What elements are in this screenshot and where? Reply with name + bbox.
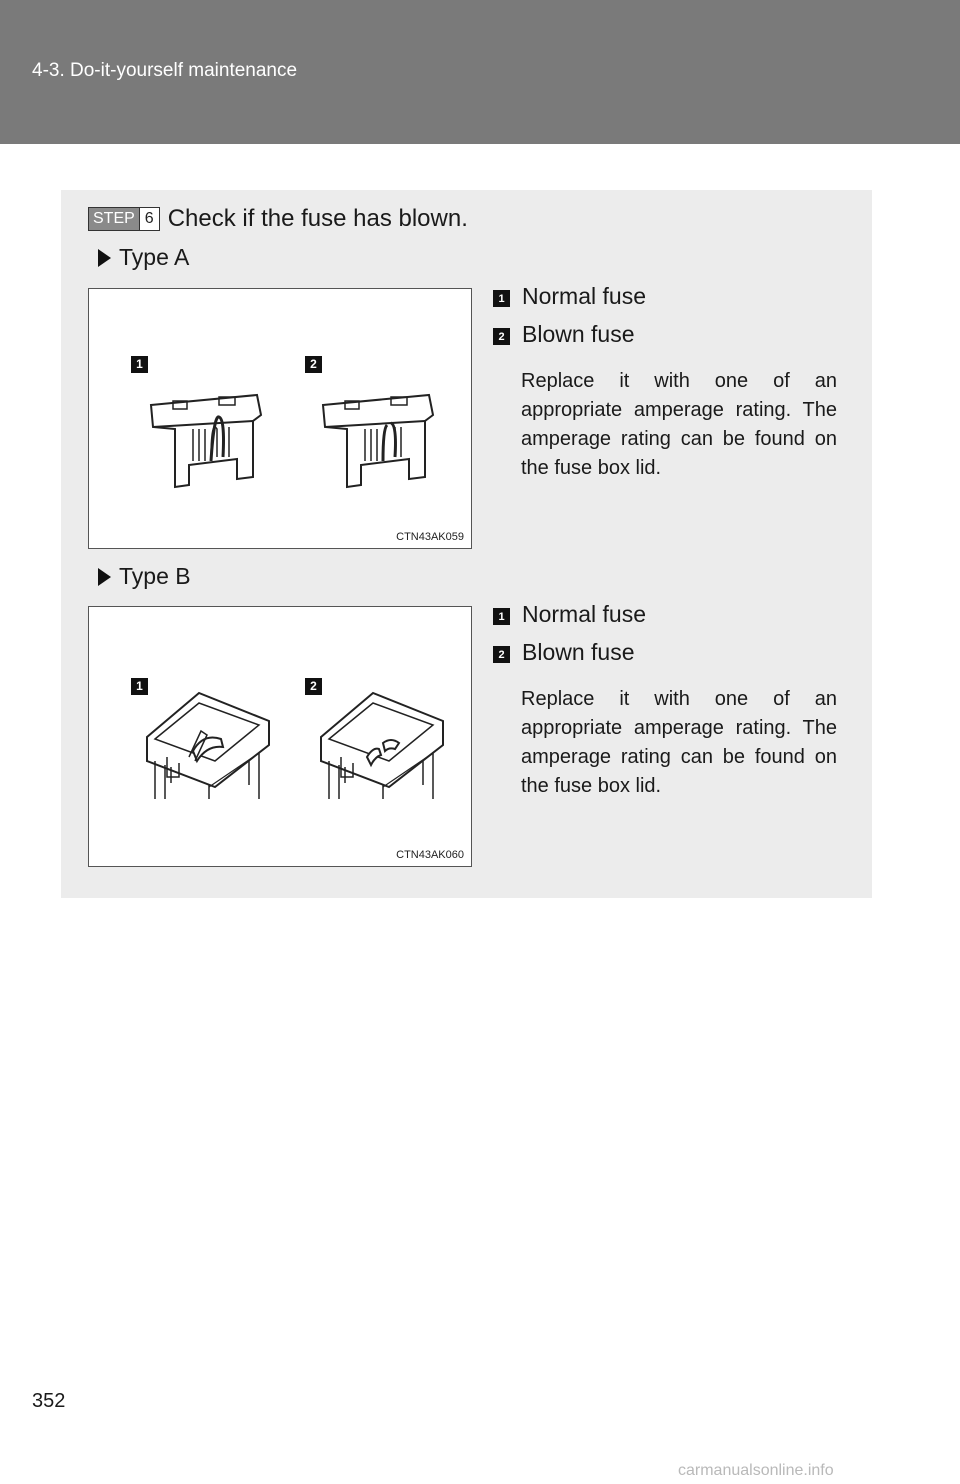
legend-item-normal-fuse	[493, 601, 646, 628]
type-a-figure	[88, 288, 472, 549]
arrow-right-icon	[98, 568, 111, 586]
number-badge: 1	[493, 608, 510, 625]
cartridge-fuse-illustration	[89, 607, 473, 868]
page-header	[0, 0, 960, 144]
legend-label: Normal fuse	[522, 283, 646, 309]
step-label: STEP	[89, 208, 139, 230]
step-badge	[88, 207, 160, 231]
legend-label: Blown fuse	[522, 639, 635, 665]
replacement-note: Replace it with one of an appropriate amperage rating. The amperage rating can be found on the fuse box lid.	[521, 370, 837, 479]
replacement-note: Replace it with one of an appropriate amperage rating. The amperage rating can be found on the fuse box lid.	[521, 688, 837, 797]
callout-2-badge: 2	[305, 678, 322, 695]
section-title: 4-3. Do-it-yourself maintenance	[32, 60, 298, 81]
type-a-label: Type A	[119, 244, 190, 270]
number-badge: 2	[493, 646, 510, 663]
number-badge: 2	[493, 328, 510, 345]
legend-label: Normal fuse	[522, 601, 646, 627]
legend-item-blown-fuse	[493, 639, 635, 666]
callout-1-badge: 1	[131, 678, 148, 695]
watermark: carmanualsonline.info	[678, 1462, 834, 1479]
legend-label: Blown fuse	[522, 321, 635, 347]
step-instruction: Check if the fuse has blown.	[167, 205, 468, 232]
figure-code: CTN43AK059	[396, 531, 464, 543]
page-number: 352	[32, 1390, 66, 1412]
arrow-right-icon	[98, 249, 111, 267]
type-b-heading	[98, 563, 191, 590]
step-heading	[88, 203, 468, 235]
figure-code: CTN43AK060	[396, 849, 464, 861]
type-b-figure	[88, 606, 472, 867]
callout-1-badge: 1	[131, 356, 148, 373]
type-a-heading	[98, 244, 189, 271]
legend-item-normal-fuse	[493, 283, 646, 310]
number-badge: 1	[493, 290, 510, 307]
legend-item-blown-fuse	[493, 321, 635, 348]
callout-2-badge: 2	[305, 356, 322, 373]
blade-fuse-illustration	[89, 289, 473, 550]
step-number: 6	[139, 208, 159, 230]
type-b-label: Type B	[119, 563, 191, 589]
